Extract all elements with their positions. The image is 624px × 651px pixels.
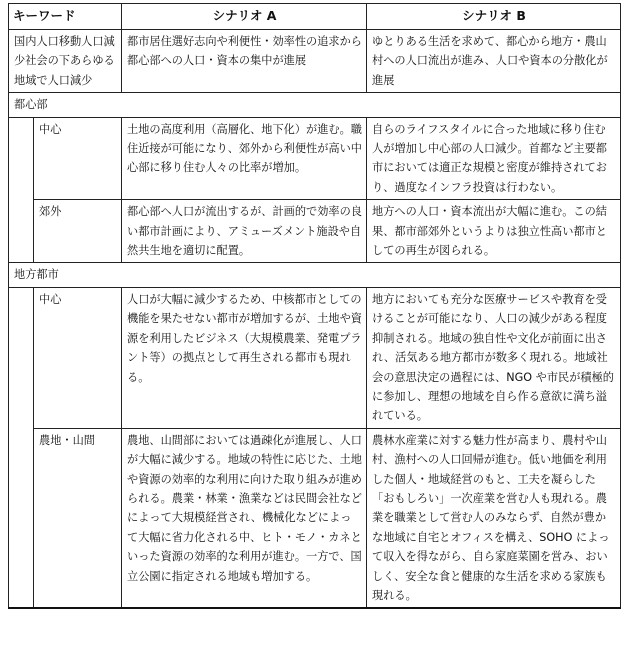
- indent-cell: [9, 287, 34, 608]
- scenario-a-cell: [122, 200, 367, 263]
- scenario-a-text: 農地、山間部においては過疎化が進展し、人口が大幅に減少する。地域の特性に応じた、土地や資源の効率的な利用に向けた取り組みが進められる。農業・林業・漁業などは民間会社などによって大規模経営され、機械化などによって大幅に省力化される中、ヒト・モノ・カネといった資源の効率的な利用が進む。一方で、国立公園に指定される地域も増加する。: [127, 433, 362, 583]
- intro-b-text: ゆとりある生活を求めて、都心から地方・農山村への人口流出が進み、人口や資本の分散化が進展: [372, 35, 608, 87]
- table-row: [9, 200, 621, 263]
- section-header-row: [9, 93, 621, 117]
- header-keyword: キーワード: [9, 4, 122, 30]
- table-row: [9, 117, 621, 200]
- intro-keyword-cell: [9, 30, 122, 93]
- scenario-a-cell: [122, 287, 367, 428]
- scenario-a-text: 人口が大幅に減少するため、中核都市としての機能を果たせない都市が増加するが、土地や資源を利用したビジネス（大規模農業、発電プラント等）の拠点として再生される都市も現れる。: [127, 292, 362, 384]
- header-scenario-b: シナリオ B: [367, 4, 621, 30]
- scenario-table: [8, 3, 621, 609]
- scenario-a-cell: [122, 117, 367, 200]
- scenario-b-text: 自らのライフスタイルに合った地域に移り住む人が増加し中心部の人口減少。首都など主要都市においては適正な規模と密度が維持されており、過度なインフラ投資は行わない。: [372, 122, 607, 194]
- section-title: 地方都市: [9, 263, 621, 287]
- header-scenario-a: シナリオ A: [122, 4, 367, 30]
- scenario-a-text: 土地の高度利用（高層化、地下化）が進む。職住近接が可能になり、郊外から利便性が高い中心部に移り住む人々の比率が増加。: [127, 122, 362, 175]
- scenario-b-text: 地方への人口・資本流出が大幅に進む。この結果、都市部郊外というよりは独立性高い都市としての再生が図られる。: [372, 205, 607, 258]
- scenario-b-cell: [367, 200, 621, 263]
- row-label: 中心: [34, 117, 122, 200]
- table-row: [9, 287, 621, 428]
- section-title: 都心部: [9, 93, 621, 117]
- scenario-b-cell: [367, 287, 621, 428]
- header-row: [9, 4, 621, 30]
- scenario-b-text: 農林水産業に対する魅力性が高まり、農村や山村、漁村への人口回帰が進む。低い地価を利用した個人・地域経営のもと、工夫を凝らした「おもしろい」一次産業を営む人も現れる。農業を職業として営む人のみならず、自然が豊かな地域に自宅とオフィスを構え、SOHO によって収入を得ながら、自ら家庭菜園を営み、おいしく、安全な食と健康的な生活を求める家族も現れる。: [372, 433, 610, 602]
- table-row: [9, 428, 621, 608]
- scenario-a-text: 都心部へ人口が流出するが、計画的で効率の良い都市計画により、アミューズメント施設や自然共生地を適切に配置。: [127, 205, 362, 258]
- scenario-a-cell: [122, 428, 367, 608]
- intro-a-text: 都市居住選好志向や利便性・効率性の追求から都心部への人口・資本の集中が進展: [127, 35, 362, 68]
- intro-b-cell: [367, 30, 621, 93]
- intro-keyword: 国内人口移動人口減少社会の下あらゆる地域で人口減少: [14, 35, 115, 87]
- row-label: 中心: [34, 287, 122, 428]
- section-header-row: [9, 263, 621, 287]
- scenario-b-cell: [367, 117, 621, 200]
- scenario-b-text: 地方においても充分な医療サービスや教育を受けることが可能になり、人口の減少がある程度抑制される。地域の独自性や文化が前面に出され、活気ある地方都市が数多く現れる。地域社会の意思決定の過程には、NGO や市民が積極的に参加し、理想の地域を自ら作る意欲に満ち溢れている。: [372, 292, 614, 423]
- indent-cell: [9, 117, 34, 263]
- row-label: 農地・山間: [34, 428, 122, 608]
- intro-row: [9, 30, 621, 93]
- row-label: 郊外: [34, 200, 122, 263]
- scenario-b-cell: [367, 428, 621, 608]
- intro-a-cell: [122, 30, 367, 93]
